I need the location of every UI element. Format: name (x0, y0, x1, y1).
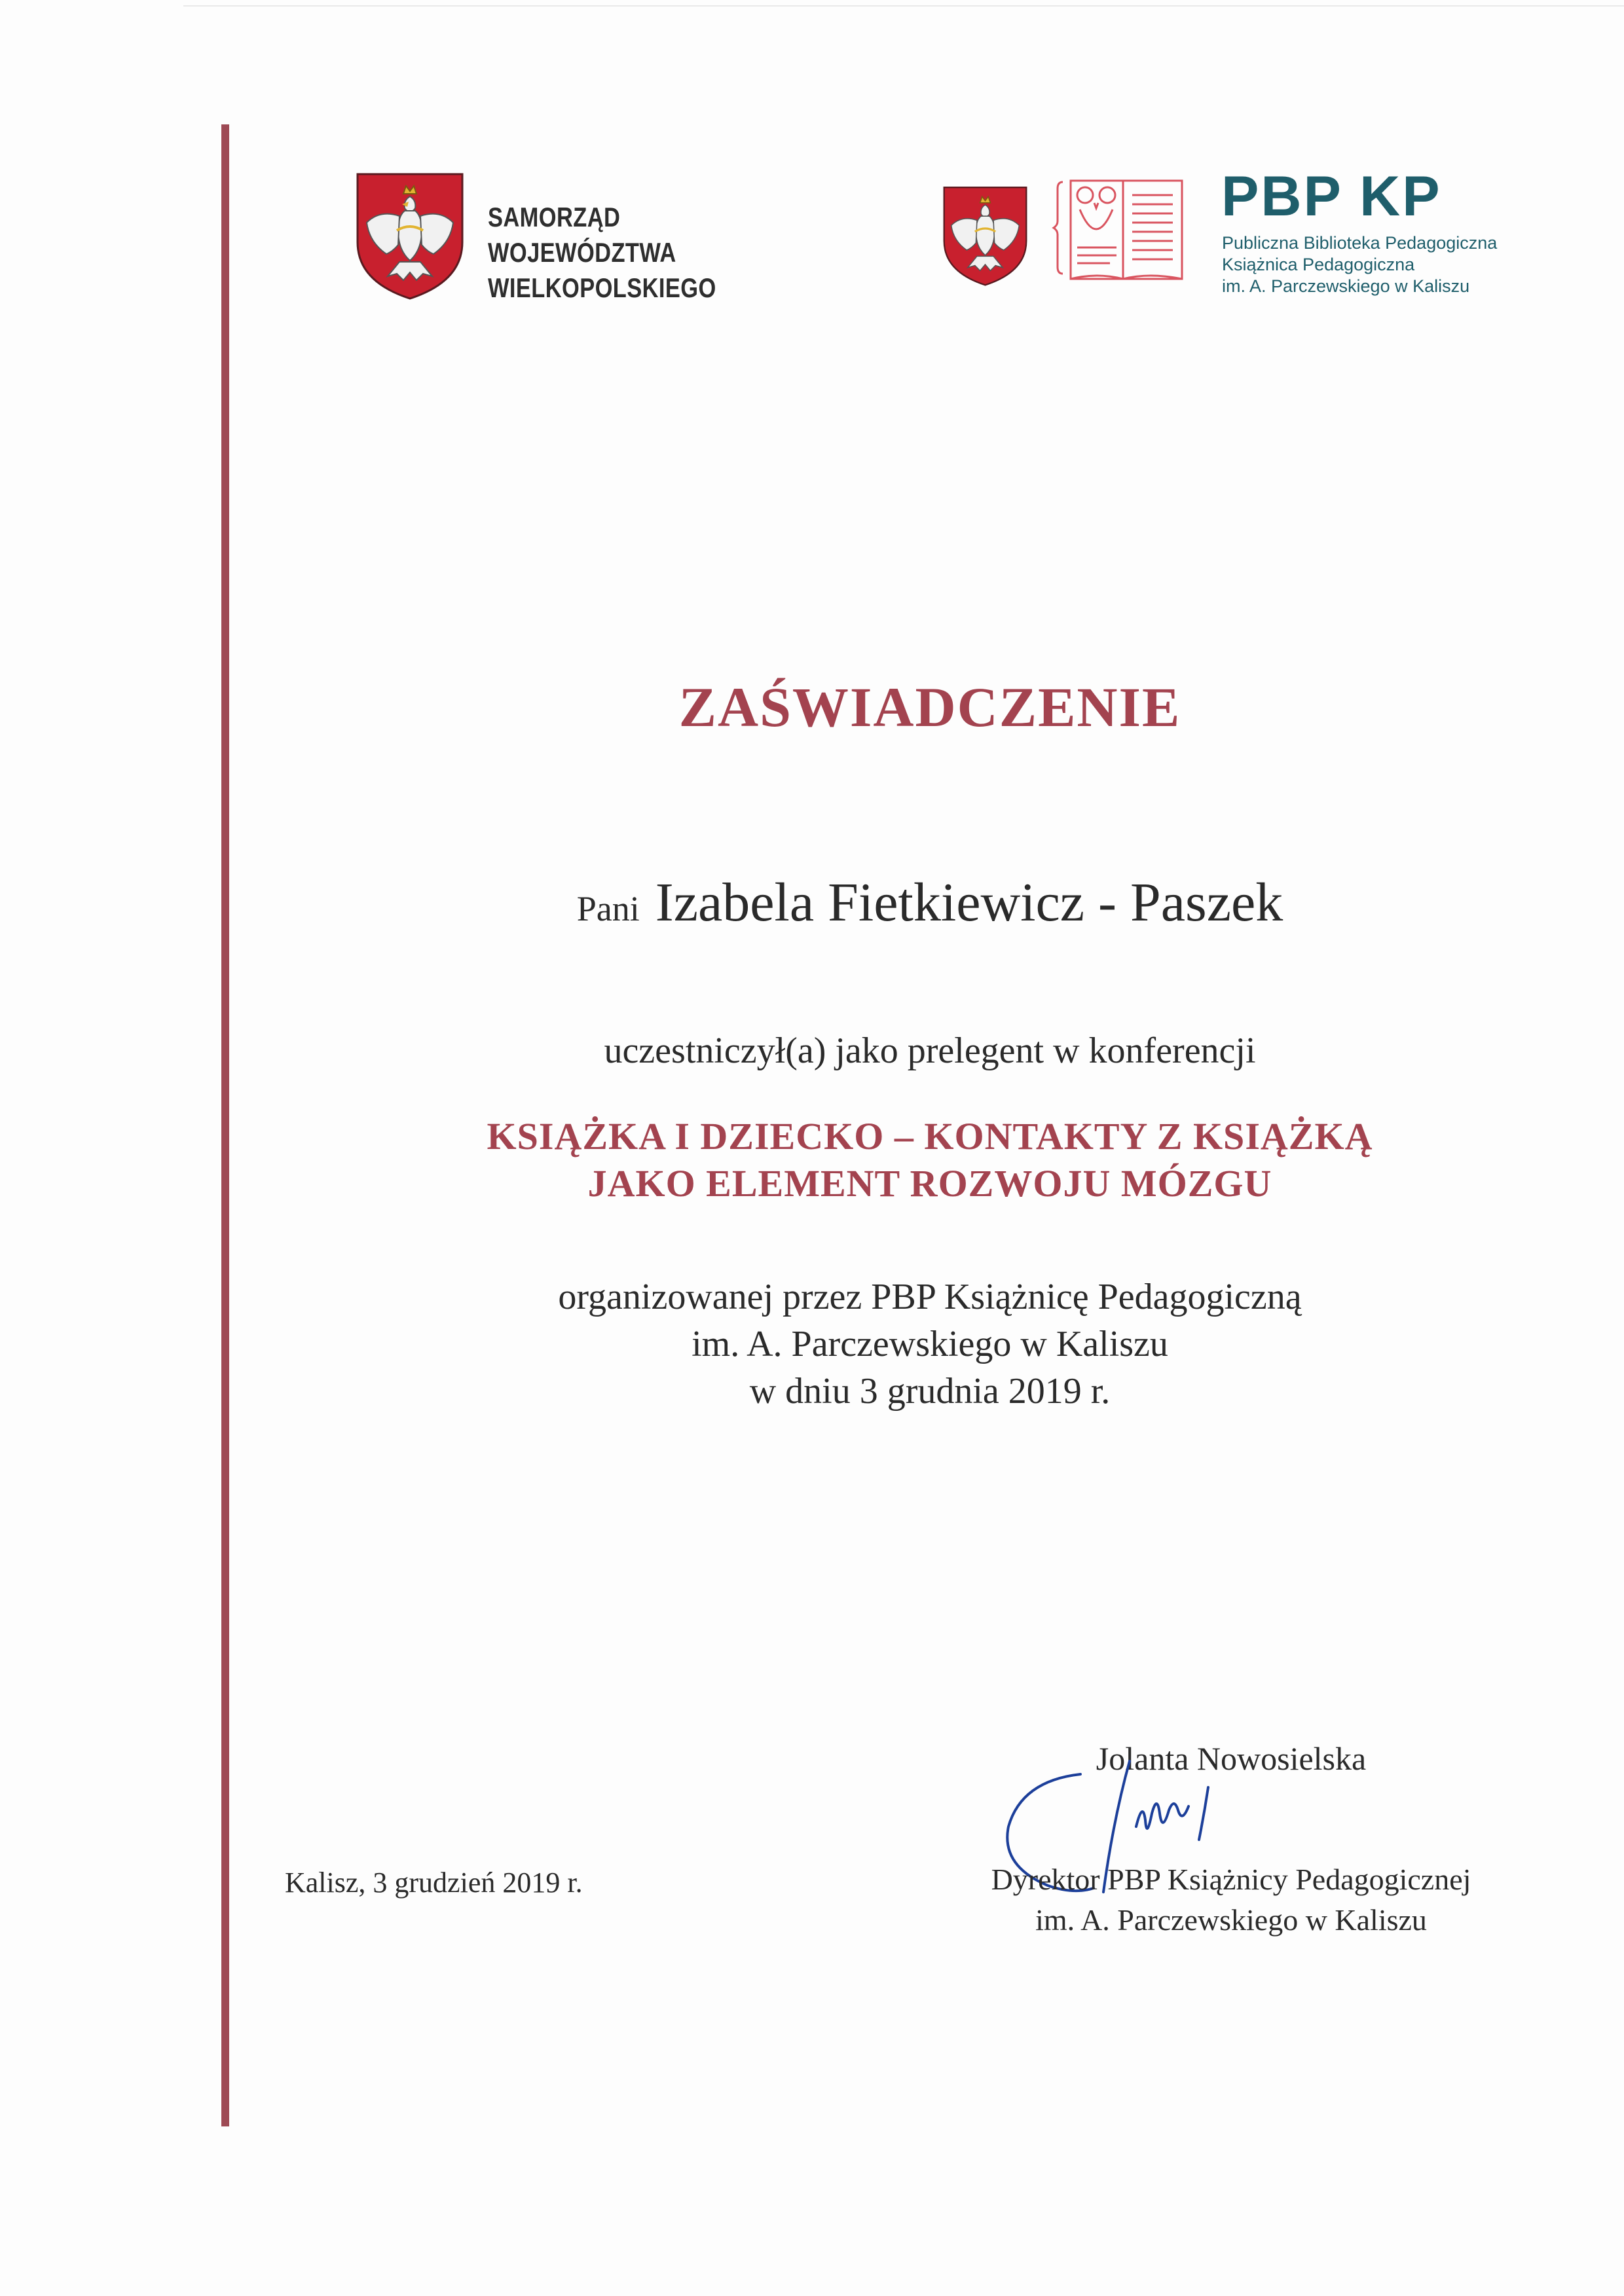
library-name-line-2: Książnica Pedagogiczna (1222, 255, 1415, 274)
library-abbreviation: PBP KP (1221, 165, 1442, 228)
signer-role-line-2: im. A. Parczewskiego w Kaliszu (1035, 1903, 1427, 1937)
signer-name: Jolanta Nowosielska (1096, 1740, 1367, 1777)
conference-title (236, 1113, 1624, 1207)
region-government-name (488, 200, 740, 306)
signer-role (917, 1859, 1545, 1941)
signer-role-line-1: Dyrektor PBP Książnicy Pedagogicznej (991, 1863, 1471, 1896)
library-name-line-3: im. A. Parczewskiego w Kaliszu (1222, 276, 1470, 296)
place-and-date: Kalisz, 3 grudzień 2019 r. (285, 1867, 583, 1899)
wielkopolska-eagle-crest-icon (354, 170, 466, 301)
margin-rule (221, 124, 229, 2126)
region-government-line-1: SAMORZĄD WOJEWÓDZTWA (488, 202, 676, 268)
recipient-line (236, 871, 1624, 934)
library-name-line-1: Publiczna Biblioteka Pedagogiczna (1222, 233, 1498, 253)
recipient-name: Izabela Fietkiewicz - Paszek (655, 872, 1283, 933)
region-government-line-2: WIELKOPOLSKIEGO (488, 272, 716, 303)
book-owl-logo-icon (1051, 169, 1198, 300)
conference-title-line-1: KSIĄŻKA I DZIECKO – KONTAKTY Z KSIĄŻKĄ (487, 1115, 1373, 1157)
conference-title-line-2: JAKO ELEMENT ROZWOJU MÓZGU (587, 1162, 1272, 1205)
recipient-prefix: Pani (576, 889, 640, 928)
scan-edge-line (183, 5, 1624, 7)
organizer-line-2: im. A. Parczewskiego w Kaliszu (692, 1324, 1168, 1364)
certificate-title: ZAŚWIADCZENIE (678, 676, 1181, 738)
participation-text: uczestniczył(a) jako prelegent w konferencji (604, 1030, 1256, 1071)
organizer-line-1: organizowanej przez PBP Książnicę Pedagogiczną (558, 1277, 1302, 1317)
organizer-text (236, 1273, 1624, 1415)
library-full-name (1222, 232, 1615, 297)
organizer-line-3: w dniu 3 grudnia 2019 r. (749, 1371, 1111, 1412)
wielkopolska-eagle-crest-icon (941, 183, 1029, 288)
